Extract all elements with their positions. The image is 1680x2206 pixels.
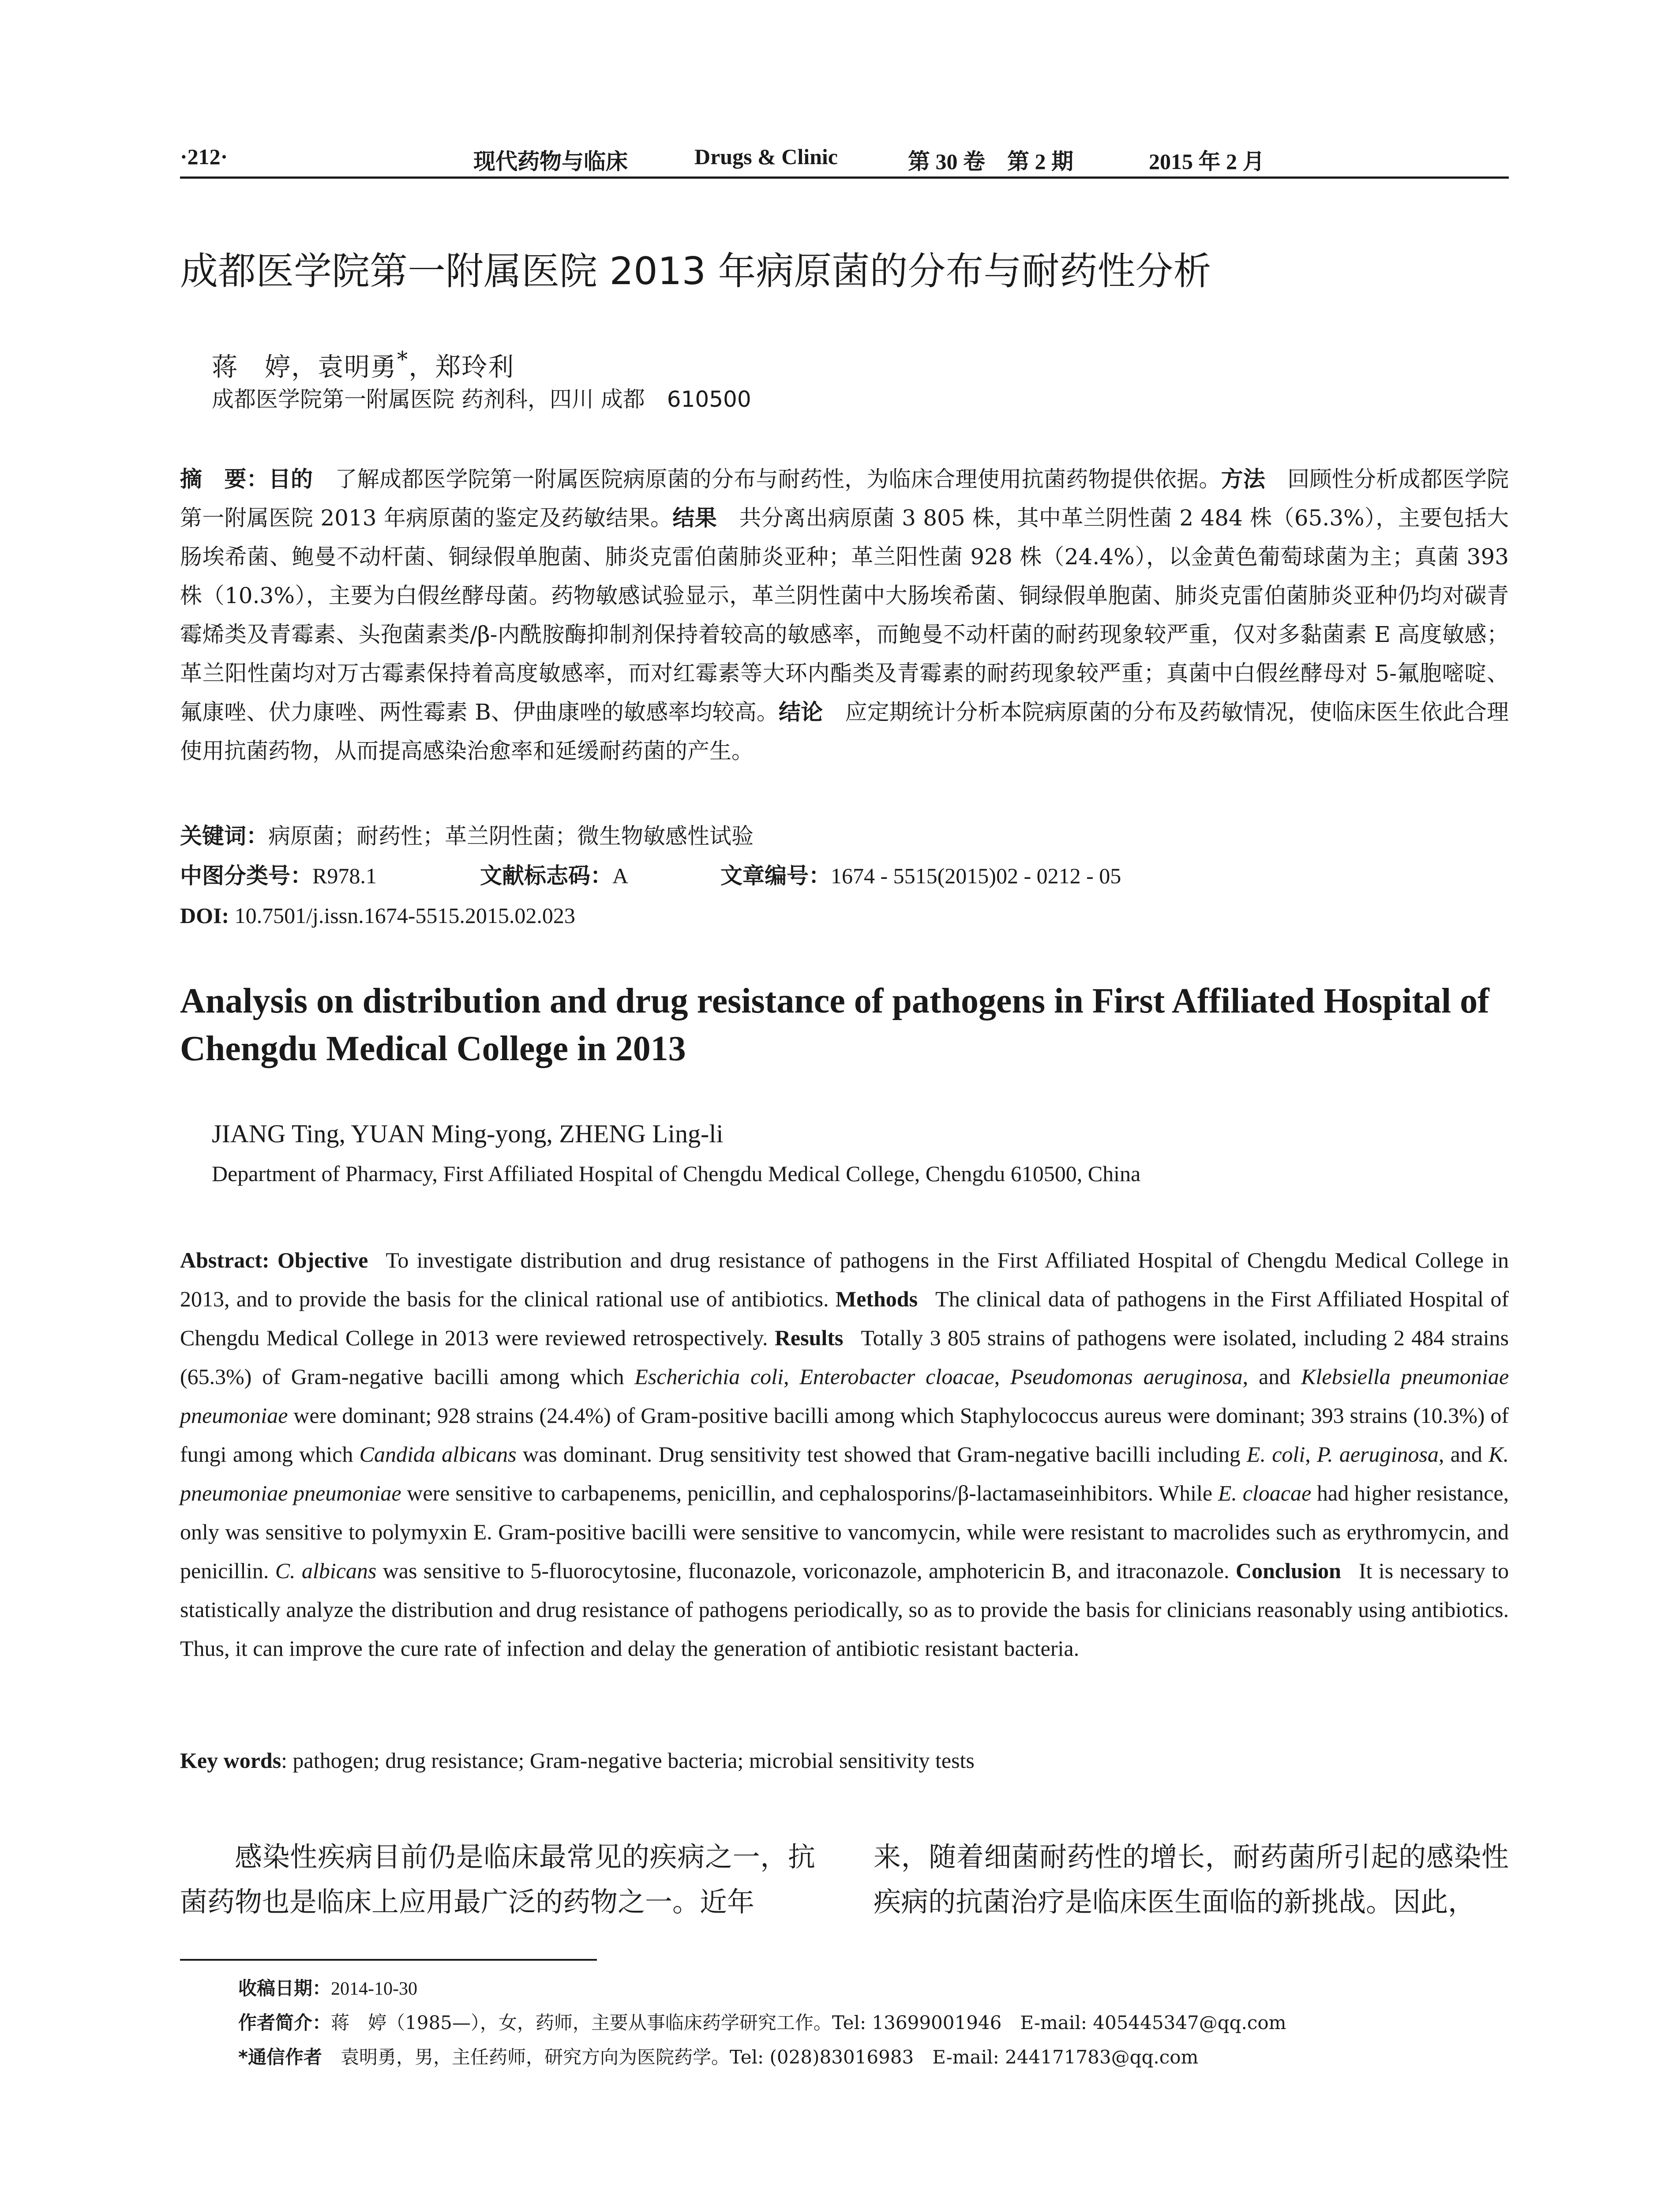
- body-column-left: 感染性疾病目前仍是临床最常见的疾病之一，抗菌药物也是临床上应用最广泛的药物之一。近年: [180, 1841, 815, 1918]
- species-p-abbr: P. aeruginosa: [1317, 1442, 1439, 1467]
- header-rule: [180, 176, 1509, 179]
- authors-cn-rest: ，郑玲利: [409, 352, 515, 382]
- results-text-en-1: Totally 3 805 strains of pathogens were isolated, including 2 484 strains (65.3%) of Gram-negative bacilli among which: [180, 1325, 1509, 1389]
- keywords-en: [180, 1743, 975, 1778]
- results-text-en-4: were sensitive to carbapenems, penicillin, and cephalosporins/β-lactamaseinhibitors. While: [401, 1481, 1218, 1505]
- comma-2: ,: [994, 1364, 1010, 1389]
- species-k-abbr: K. pneumoniae pneumoniae: [180, 1442, 1509, 1505]
- species-ec-abbr: E. cloacae: [1218, 1481, 1312, 1505]
- objective-label-cn: 目的: [268, 466, 313, 492]
- species-klebsiella: Klebsiella pneumoniae pneumoniae: [180, 1364, 1509, 1428]
- comma-5: , and: [1438, 1442, 1489, 1467]
- footnote-author-bio: [238, 2009, 1286, 2037]
- results-text-cn: 共分离出病原菌 3 805 株，其中革兰阴性菌 2 484 株（65.3%），主要包括大肠埃希菌、鲍曼不动杆菌、铜绿假单胞菌、肺炎克雷伯菌肺炎亚种；革兰阳性菌 928 株（24.4%），以金黄色葡萄球菌为主；真菌 393 株（10.3%），主要为白假丝酵母菌。药物敏感试验显示，革兰阴性菌中大肠埃希菌、铜绿假单胞菌、肺炎克雷伯菌肺炎亚种仍均对碳青霉烯类及青霉素、头孢菌素类/β-内酰胺酶抑制剂保持着较高的敏感率，而鲍曼不动杆菌的耐药现象较严重，仅对多黏菌素 E 高度敏感；革兰阳性菌均对万古霉素保持着高度敏感率，而对红霉素等大环内酯类及青霉素的耐药现象较严重；真菌中白假丝酵母对 5-氟胞嘧啶、氟康唑、伏力康唑、两性霉素 B、伊曲康唑的敏感率均较高。: [180, 505, 1509, 725]
- corresponding-label: *通信作者: [238, 2046, 322, 2068]
- doc-code-value: A: [612, 863, 629, 888]
- article-title-en: Analysis on distribution and drug resistance of pathogens in First Affiliated Hospital of Chengdu Medical College in 2013: [180, 982, 1489, 1068]
- results-label-en: Results: [774, 1325, 844, 1350]
- classification-line: [180, 858, 1121, 893]
- objective-text-en: To investigate distribution and drug resistance of pathogens in the First Affiliated Hospital of Chengdu Medical College in 2013, and to provide the basis for the clinical rational use of antibiotics.: [180, 1248, 1509, 1311]
- conclusion-text-cn: 应定期统计分析本院病原菌的分布及药敏情况，使临床医生依此合理使用抗菌药物，从而提高感染治愈率和延缓耐药菌的产生。: [180, 699, 1509, 764]
- received-date: 2014-10-30: [331, 1979, 417, 1999]
- author-bio-text: 蒋 婷（1985—），女，药师，主要从事临床药学研究工作。Tel: 13699001946 E-mail: 405445347@qq.com: [331, 2012, 1286, 2033]
- species-candida: Candida albicans: [359, 1442, 517, 1467]
- comma-4: ,: [1305, 1442, 1317, 1467]
- species-e-coli: Escherichia coli: [634, 1364, 784, 1389]
- results-text-en-6: was sensitive to 5-fluorocytosine, fluconazole, voriconazole, amphotericin B, and itraconazole.: [376, 1558, 1230, 1583]
- body-column-right: 来，随着细菌耐药性的增长，耐药菌所引起的感染性疾病的抗菌治疗是临床医生面临的新挑战。因此，: [874, 1841, 1509, 1918]
- abstract-label-cn: 摘 要：: [180, 466, 269, 492]
- clc-group: [180, 858, 480, 893]
- doi-line: [180, 898, 575, 933]
- comma-1: ,: [783, 1364, 800, 1389]
- abstract-cn: [180, 460, 1509, 813]
- journal-name-cn: 现代药物与临床: [473, 149, 628, 174]
- objective-text-cn: 了解成都医学院第一附属医院病原菌的分布与耐药性，为临床合理使用抗菌药物提供依据。: [313, 466, 1221, 492]
- conclusion-text-en: It is necessary to statistically analyze the distribution and drug resistance of pathogens periodically, so as to provide the basis for clinicians reasonably using antibiotics. Thus, it can improve the cure rate of infection and delay the generation of antibiotic resistant bacteria.: [180, 1558, 1509, 1661]
- article-number-value: 1674 - 5515(2015)02 - 0212 - 05: [831, 863, 1121, 888]
- keywords-cn: [180, 818, 754, 854]
- methods-label-cn: 方法: [1221, 466, 1266, 492]
- conclusion-label-cn: 结论: [779, 699, 823, 725]
- doc-code-label: 文献标志码：: [480, 863, 612, 889]
- corresponding-mark: *: [397, 347, 409, 372]
- species-enterobacter: Enterobacter cloacae: [799, 1364, 994, 1389]
- affiliation-en: Department of Pharmacy, First Affiliated Hospital of Chengdu Medical College, Chengdu 610500, China: [212, 1161, 1141, 1186]
- authors-en: JIANG Ting, YUAN Ming-yong, ZHENG Ling-li: [212, 1119, 724, 1148]
- results-text-en-3: was dominant. Drug sensitivity test showed that Gram-negative bacilli including: [516, 1442, 1247, 1467]
- keywords-label-en: Key words: [180, 1748, 281, 1773]
- clc-value: R978.1: [312, 863, 377, 888]
- conclusion-label-en: Conclusion: [1235, 1558, 1341, 1583]
- species-e-abbr: E. coli: [1246, 1442, 1305, 1467]
- methods-label-en: Methods: [835, 1287, 918, 1311]
- abstract-label-en: Abstract:: [180, 1248, 270, 1272]
- results-text-en-5: had higher resistance, only was sensitive to polymyxin E. Gram-positive bacilli were sensitive to vancomycin, while were resistant to macrolides such as erythromycin, and penicillin.: [180, 1481, 1509, 1583]
- methods-text-en: The clinical data of pathogens in the First Affiliated Hospital of Chengdu Medical College in 2013 were reviewed retrospectively.: [180, 1287, 1509, 1350]
- running-header: [180, 140, 1509, 176]
- results-text-en-2: were dominant; 928 strains (24.4%) of Gram-positive bacilli among which Staphylococcus aureus were dominant; 393 strains (10.3%) of fungi among which: [180, 1403, 1509, 1467]
- journal-issue: 第 30 卷 第 2 期: [908, 149, 1073, 174]
- authors-cn: [212, 342, 514, 384]
- journal-name-en: Drugs & Clinic: [694, 144, 838, 169]
- authors-cn-names: 蒋 婷，袁明勇: [212, 352, 398, 382]
- species-pseudomonas: Pseudomonas aeruginosa: [1010, 1364, 1243, 1389]
- doi-value: 10.7501/j.issn.1674-5515.2015.02.023: [229, 903, 575, 928]
- keywords-text-en: : pathogen; drug resistance; Gram-negative bacteria; microbial sensitivity tests: [281, 1748, 975, 1773]
- author-bio-label: 作者简介：: [238, 2012, 331, 2033]
- article-number-group: [720, 858, 1121, 893]
- footnote-rule: [180, 1959, 597, 1961]
- objective-label-en: Objective: [277, 1248, 368, 1272]
- species-ca-abbr: C. albicans: [275, 1558, 377, 1583]
- comma-3: , and: [1242, 1364, 1301, 1389]
- received-label: 收稿日期：: [238, 1977, 331, 1999]
- page-number: ·212·: [180, 144, 228, 169]
- abstract-en: [180, 1241, 1509, 1726]
- corresponding-text: 袁明勇，男，主任药师，研究方向为医院药学。Tel: (028)83016983 E-mail: 244171783@qq.com: [322, 2046, 1199, 2068]
- affiliation-cn: 成都医学院第一附属医院 药剂科，四川 成都 610500: [212, 386, 751, 412]
- article-number-label: 文章编号：: [720, 863, 831, 889]
- methods-text-cn: 回顾性分析成都医学院第一附属医院 2013 年病原菌的鉴定及药敏结果。: [180, 466, 1509, 531]
- clc-label: 中图分类号：: [180, 863, 312, 889]
- results-label-cn: 结果: [672, 505, 717, 531]
- footnote-corresponding: [238, 2043, 1198, 2071]
- keywords-label-cn: 关键词：: [180, 823, 268, 849]
- doc-code-group: [480, 858, 720, 893]
- keywords-text-cn: 病原菌；耐药性；革兰阴性菌；微生物敏感性试验: [268, 823, 754, 849]
- doi-label: DOI:: [180, 903, 229, 928]
- article-title-cn: 成都医学院第一附属医院 2013 年病原菌的分布与耐药性分析: [180, 249, 1211, 293]
- journal-date: 2015 年 2 月: [1149, 149, 1265, 174]
- footnote-received: [238, 1974, 417, 2003]
